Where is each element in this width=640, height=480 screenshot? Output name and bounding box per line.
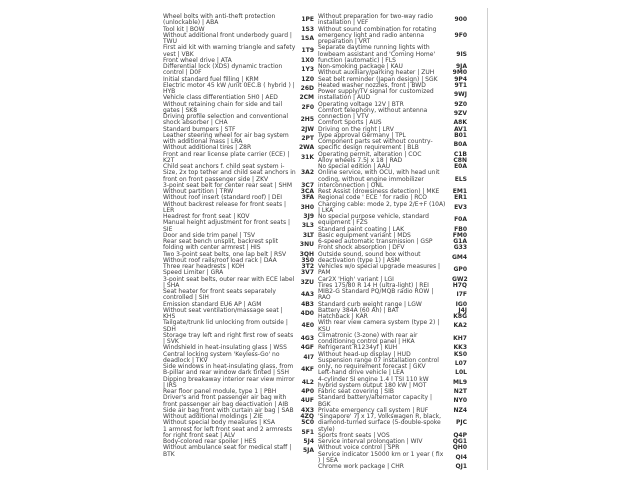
- equipment-row: [318, 395, 467, 408]
- equipment-row: [318, 14, 467, 27]
- equipment-description: Comfort telephony, without antenna connection | VTV: [318, 106, 428, 120]
- equipment-description: Without additional tires | Z8R: [163, 144, 252, 152]
- pr-code: 3FA: [301, 194, 314, 202]
- equipment-description: Without head-up display | HUD: [318, 350, 411, 358]
- pr-code: 4I7: [303, 353, 314, 361]
- equipment-row: [318, 289, 467, 302]
- equipment-description: Front and rear license plate carrier (ECE) | K2T: [163, 150, 290, 164]
- equipment-description: Private emergency call system | RUF: [318, 406, 429, 414]
- pr-code: 1Z0: [301, 75, 314, 83]
- equipment-row: [318, 89, 467, 102]
- equipment-description: Vehicles w/o special upgrade measures | PAM: [318, 263, 441, 277]
- equipment-description: Differential lock (XDS) dynamic traction control | D0F: [163, 63, 283, 77]
- pr-code: KK3: [453, 344, 467, 352]
- pr-code: AV1: [453, 125, 467, 133]
- equipment-description: Without additional moldings | ZIE: [163, 413, 263, 420]
- pr-code: 3CA: [300, 188, 314, 195]
- equipment-description: Standard curb weight range | LGW: [318, 300, 422, 308]
- pr-code: B01: [454, 131, 467, 139]
- equipment-description: Emission standard EU6 AP | AGM: [163, 300, 262, 308]
- equipment-description: Initial standard fuel filling | KRM: [163, 75, 259, 83]
- pr-code: 1SA: [300, 34, 314, 42]
- equipment-description: Electric motor 45 kW /unit 0EC.B ( hybrid ) | HYB: [163, 81, 295, 95]
- equipment-description: Headrest for front seat | KOV: [163, 213, 250, 220]
- equipment-description: 4-cylinder SI engine 1.4 l TSI 110 kW hybrid system output 180 kW | MOT: [318, 375, 429, 389]
- equipment-row: [318, 45, 467, 64]
- equipment-description: Side air bag front with curtain air bag | SAB: [163, 406, 294, 414]
- pr-code: FM0: [452, 231, 467, 239]
- equipment-description: 'Singapore' 7J x 17, Volkswagen R, black, diamond-turned surface (5-double-spoke style): [318, 413, 442, 433]
- pr-code: 3C7: [301, 181, 314, 189]
- equipment-description: Battery 384A (60 Ah) | BAT: [318, 306, 399, 314]
- equipment-row: [318, 27, 467, 46]
- equipment-description: Without additional front underbody guard | TWU: [163, 31, 292, 45]
- pr-code: QH0: [452, 444, 467, 452]
- pr-code: 2F0: [301, 103, 314, 111]
- equipment-description: Without voice control | SPR: [318, 444, 400, 452]
- pr-code: 1Y3: [301, 66, 314, 74]
- pr-code: 5F1: [301, 428, 314, 436]
- equipment-description: Tailgate/trunk lid unlocking from outside | SDH: [163, 319, 288, 333]
- equipment-description: Operating voltage 12V | BTR: [318, 100, 404, 108]
- pr-code: 900: [454, 16, 467, 24]
- equipment-description: Three rear headrests | KOH: [163, 263, 245, 270]
- pr-code: 5C0: [301, 419, 314, 427]
- equipment-description: Heated washer nozzles, front | BWD: [318, 81, 426, 89]
- pr-code: B0A: [453, 141, 467, 149]
- pr-code: NZ4: [453, 406, 467, 414]
- equipment-row: [318, 320, 467, 333]
- equipment-row: [163, 364, 314, 377]
- equipment-description: Front wheel drive | ATA: [163, 56, 232, 64]
- equipment-description: Fabric seat covering | SIB: [318, 388, 394, 395]
- pr-code: 9M0: [452, 69, 467, 77]
- pr-code: E0A: [454, 163, 467, 170]
- pr-code: 3NU: [299, 241, 314, 249]
- equipment-row: [163, 445, 314, 458]
- pr-code: 3H0: [300, 203, 314, 211]
- equipment-row: [163, 45, 314, 58]
- equipment-description: Driver's and front passenger air bag with front passenger air bag deactivation | AIB: [163, 394, 289, 408]
- pr-code: G1A: [453, 238, 467, 245]
- equipment-description: Standard paint coating | LAK: [318, 225, 405, 233]
- pr-code: IG0: [455, 300, 467, 308]
- pr-code: GP0: [453, 266, 467, 274]
- equipment-description: Climatronic (3-zone) with rear air conditioning control panel | HKA: [318, 331, 418, 345]
- equipment-description: Car2X 'High' variant | LGI: [318, 275, 394, 283]
- equipment-description: Driving profile selection and conventional shock absorber | CHA: [163, 113, 289, 127]
- equipment-row: [318, 139, 467, 152]
- pr-code: Q4P: [453, 431, 467, 439]
- pr-code: 3QH: [299, 250, 314, 258]
- equipment-description: Hatchback | KAR: [318, 313, 368, 320]
- pr-code: 4E0: [301, 322, 314, 330]
- equipment-row: [163, 114, 314, 127]
- pr-code: 3L3: [301, 222, 314, 230]
- pr-code: 3LT: [302, 231, 314, 239]
- pr-code: 1X0: [301, 56, 314, 64]
- equipment-row: [163, 320, 314, 333]
- pr-code: A8K: [453, 119, 467, 127]
- equipment-description: Online service, with OCU, with head unit coding, without engine immobilizer interconnection | ONL: [318, 169, 440, 189]
- column-divider-line: [487, 8, 488, 470]
- pr-code: 31K: [301, 153, 314, 161]
- equipment-description: Tool kit | BOW: [163, 25, 205, 33]
- pr-code: KS0: [453, 350, 467, 358]
- equipment-description: Without seat ventilation/massage seat | KHS: [163, 306, 283, 320]
- pr-code: KA2: [453, 322, 467, 330]
- pr-code: EV3: [454, 203, 467, 211]
- pr-code: 9WJ: [453, 91, 467, 99]
- equipment-description: Outside sound, sound box without deactivation (type 1) | ASM: [318, 250, 421, 264]
- equipment-row: [163, 239, 314, 252]
- pr-code: 5JA: [302, 447, 314, 455]
- pr-code: N2T: [453, 388, 467, 395]
- equipment-row: [318, 414, 467, 433]
- equipment-description: Regional code ' ECE ' for radio | RCO: [318, 194, 428, 202]
- pr-code: QJ1: [455, 463, 467, 470]
- pr-code: 9Z0: [454, 100, 467, 108]
- pr-code: NY0: [453, 397, 467, 405]
- equipment-description: Body-colored rear spoiler | HES: [163, 438, 257, 445]
- pr-code: 26D: [300, 84, 314, 92]
- pr-code: 4L2: [301, 378, 314, 386]
- pr-code: ER1: [454, 194, 467, 202]
- equipment-row: [318, 170, 467, 189]
- pr-code: 4G3: [300, 334, 314, 342]
- pr-code: 3J9: [303, 213, 314, 220]
- equipment-description: Wheel bolts with anti-theft protection (unlockable) | ABA: [163, 13, 276, 27]
- equipment-description: 6-speed automatic transmission | GSP: [318, 238, 433, 245]
- equipment-row: [163, 164, 314, 183]
- pr-code: 1S3: [301, 25, 314, 33]
- equipment-description: Left-hand drive vehicle | LEA: [318, 369, 404, 377]
- pr-code: GM4: [452, 253, 468, 261]
- equipment-description: Without roof insert (standard roof) | DEI: [163, 194, 283, 202]
- equipment-description: Without ambulance seat for medical staff | BTK: [163, 444, 292, 458]
- equipment-description: Without special body measures | KSA: [163, 419, 276, 427]
- pr-code: 2JW: [300, 125, 314, 133]
- pr-code: 4KF: [301, 366, 314, 374]
- equipment-description: 1 armrest for left front seat and 2 armrests for right front seat | ALV: [163, 425, 293, 439]
- pr-code: C8N: [453, 156, 467, 164]
- pr-code: 4GF: [300, 344, 314, 352]
- equipment-description: Manual height adjustment for front seats | SIE: [163, 219, 291, 233]
- equipment-row: [163, 14, 314, 27]
- pr-code: 4ZQ: [300, 413, 314, 420]
- equipment-description: Alloy wheels 7.5J x 18 | RAD: [318, 156, 403, 164]
- equipment-row: [318, 264, 467, 277]
- pr-code: 4A3: [301, 291, 314, 299]
- equipment-description: First aid kit with warning triangle and safety vest | VBK: [163, 44, 296, 58]
- equipment-description: Chrome work package | CHR: [318, 463, 404, 470]
- pr-code: H7Q: [452, 281, 467, 289]
- pr-code: F0A: [454, 216, 467, 224]
- pr-code: 4D0: [300, 309, 314, 317]
- equipment-row: [163, 289, 314, 302]
- equipment-description: Storage tray left and right first row of seats | SVK: [163, 331, 294, 345]
- equipment-list-left: [163, 14, 314, 458]
- pr-code: ELS: [454, 175, 467, 183]
- equipment-description: With rear view camera system (type 2) | KSU: [318, 319, 440, 333]
- pr-code: I7F: [456, 291, 467, 299]
- equipment-row: [163, 395, 314, 408]
- equipment-description: Child seat anchors f. child seat system i-Size, 2x top tether and child seat anchors in front on front passenger side | ZKV: [163, 163, 296, 183]
- equipment-description: Side windows in heat-insulating glass, from B-pillar and rear window dark tinted | SSH: [163, 363, 294, 377]
- pr-code: QG1: [452, 438, 467, 445]
- equipment-description: Operating permit, alteration | COC: [318, 150, 422, 158]
- equipment-description: Speed Limiter | GRA: [163, 269, 224, 277]
- equipment-description: Without partition | TRW: [163, 188, 234, 195]
- equipment-description: Type approval Germany | TPL: [318, 131, 406, 139]
- equipment-description: No special edition | AAU: [318, 163, 391, 170]
- equipment-description: Leather steering wheel for air bag system with additional mass | LRA: [163, 131, 289, 145]
- pr-code: 1T9: [301, 47, 314, 55]
- pr-code: L0L: [455, 369, 467, 377]
- equipment-description: Without auxiliary/parking heater | ZUH: [318, 69, 435, 77]
- pr-code: EM1: [452, 188, 467, 195]
- equipment-description: Service interval prolongation | WIV: [318, 438, 423, 445]
- pr-code: 3T2: [301, 263, 314, 270]
- pr-code: ML9: [453, 378, 467, 386]
- pr-code: 3V7: [301, 269, 314, 277]
- equipment-row: [318, 464, 467, 470]
- equipment-description: Tires 175/80 R 14 H (ultra-light) | REI: [318, 281, 429, 289]
- equipment-description: Separate daytime running lights with lowbeam assistant and 'Coming Home' function (automatic) | FLS: [318, 44, 436, 64]
- equipment-description: Without roof rails/roof load rack | DAA: [163, 256, 277, 264]
- equipment-description: Non-smoking package | KAU: [318, 63, 403, 70]
- pr-code: 3A2: [301, 169, 314, 177]
- pr-code: 2H5: [300, 116, 314, 124]
- equipment-description: Without retaining chain for side and tail gates | SK8: [163, 100, 283, 114]
- pr-code: PJC: [455, 419, 467, 427]
- equipment-description: Refrigerant R1234yf | KUH: [318, 344, 398, 352]
- pr-code: FB0: [454, 225, 467, 233]
- equipment-description: Component parts set without country-specific design requirement | BLB: [318, 138, 433, 152]
- equipment-description: Without sound combination for rotating emergency light and radio antenna preparation | VRT: [318, 25, 437, 45]
- equipment-description: 3-point seat belt for center rear seat | SHM: [163, 181, 292, 189]
- equipment-description: Without backrest release for front seats | LER: [163, 200, 287, 214]
- pr-code: G33: [453, 244, 467, 252]
- equipment-description: Sports front seats | VOS: [318, 431, 390, 439]
- equipment-list-right: [318, 14, 467, 470]
- equipment-description: Rest Assist (drowsiness detection) | MKE: [318, 188, 440, 195]
- pr-code: GW2: [452, 275, 468, 283]
- pr-code: QI4: [455, 453, 467, 461]
- pr-code: 4B3: [301, 300, 314, 308]
- pr-code: 4X3: [301, 406, 314, 414]
- pr-code: 9IS: [456, 50, 467, 58]
- equipment-description: Vehicle class differentiation 5H0 | AED: [163, 94, 278, 102]
- equipment-description: Service indicator 15000 km or 1 year ( fix ) | SEA: [318, 450, 444, 464]
- equipment-description: Windshield in heat-insulating glass | WSS: [163, 344, 287, 352]
- equipment-description: Without preparation for two-way radio installation | VEF: [318, 13, 433, 27]
- pr-code: 2WA: [299, 144, 315, 152]
- equipment-description: No special purpose vehicle, standard equipment | FZS: [318, 213, 429, 227]
- equipment-description: Power supply/TV signal for customized installation | AUD: [318, 88, 434, 102]
- pr-code: J4J: [458, 306, 467, 314]
- equipment-description: Basic equipment variant | MDS: [318, 231, 411, 239]
- pr-code: 9JA: [455, 63, 467, 70]
- equipment-row: [163, 64, 314, 77]
- pr-code: 4UF: [300, 397, 314, 405]
- pr-code: 4P0: [301, 388, 314, 395]
- pr-code: 3S0: [301, 256, 314, 264]
- pr-code: 3ZU: [300, 278, 314, 286]
- equipment-description: Charging cable: mode 2, type 2/E+F (10A) | LKA: [318, 200, 446, 214]
- pr-code: 1PE: [301, 16, 314, 24]
- equipment-description: Driving on the right | LRV: [318, 125, 394, 133]
- pr-code: 2PT: [301, 134, 314, 142]
- pr-code: 5J4: [303, 438, 314, 445]
- pr-code: 2CM: [299, 94, 314, 102]
- pr-code: C1B: [453, 150, 467, 158]
- equipment-description: Standard battery/alternator capacity | BGK: [318, 394, 433, 408]
- pr-code: 9T1: [454, 81, 467, 89]
- equipment-description: 3-point seat belts, outer rear with ECE label | SHA: [163, 275, 295, 289]
- equipment-description: Suspension range 07 installation control only, no requirement forecast | GKV: [318, 356, 439, 370]
- equipment-description: Door and side trim panel | TSV: [163, 231, 256, 239]
- equipment-description: MIB2-G Standard PQ/MQB radio ROW | RAO: [318, 288, 434, 302]
- equipment-row: [163, 220, 314, 233]
- equipment-description: Rear seat bench unsplit, backrest split folding with center armrest | HIS: [163, 238, 279, 252]
- pr-code: L07: [454, 359, 467, 367]
- equipment-description: Front shock absorption | DFV: [318, 244, 405, 252]
- equipment-description: Seat heater for front seats separately controlled | SIH: [163, 288, 276, 302]
- equipment-description: Dipping breakaway interior rear view mirror | IRS: [163, 375, 295, 389]
- pr-code: 9P4: [454, 75, 467, 83]
- pr-code: 9F0: [454, 31, 467, 39]
- equipment-description: Two 3-point seat belts, one lap belt | RSV: [163, 250, 287, 258]
- equipment-description: Standard bumpers | STF: [163, 125, 236, 133]
- equipment-description: Seat belt reminder (Japan design) | SGK: [318, 75, 438, 83]
- pr-code: 9ZV: [453, 109, 467, 117]
- equipment-row: [318, 214, 467, 227]
- equipment-description: Rear floor panel module, type 1 | PBH: [163, 388, 277, 395]
- equipment-description: Central locking system 'Keyless-Go' no deadlock | TKV: [163, 350, 280, 364]
- equipment-description: Comfort Sports | AUS: [318, 119, 382, 127]
- pr-code: K8G: [453, 313, 467, 320]
- pr-code: KH7: [453, 334, 467, 342]
